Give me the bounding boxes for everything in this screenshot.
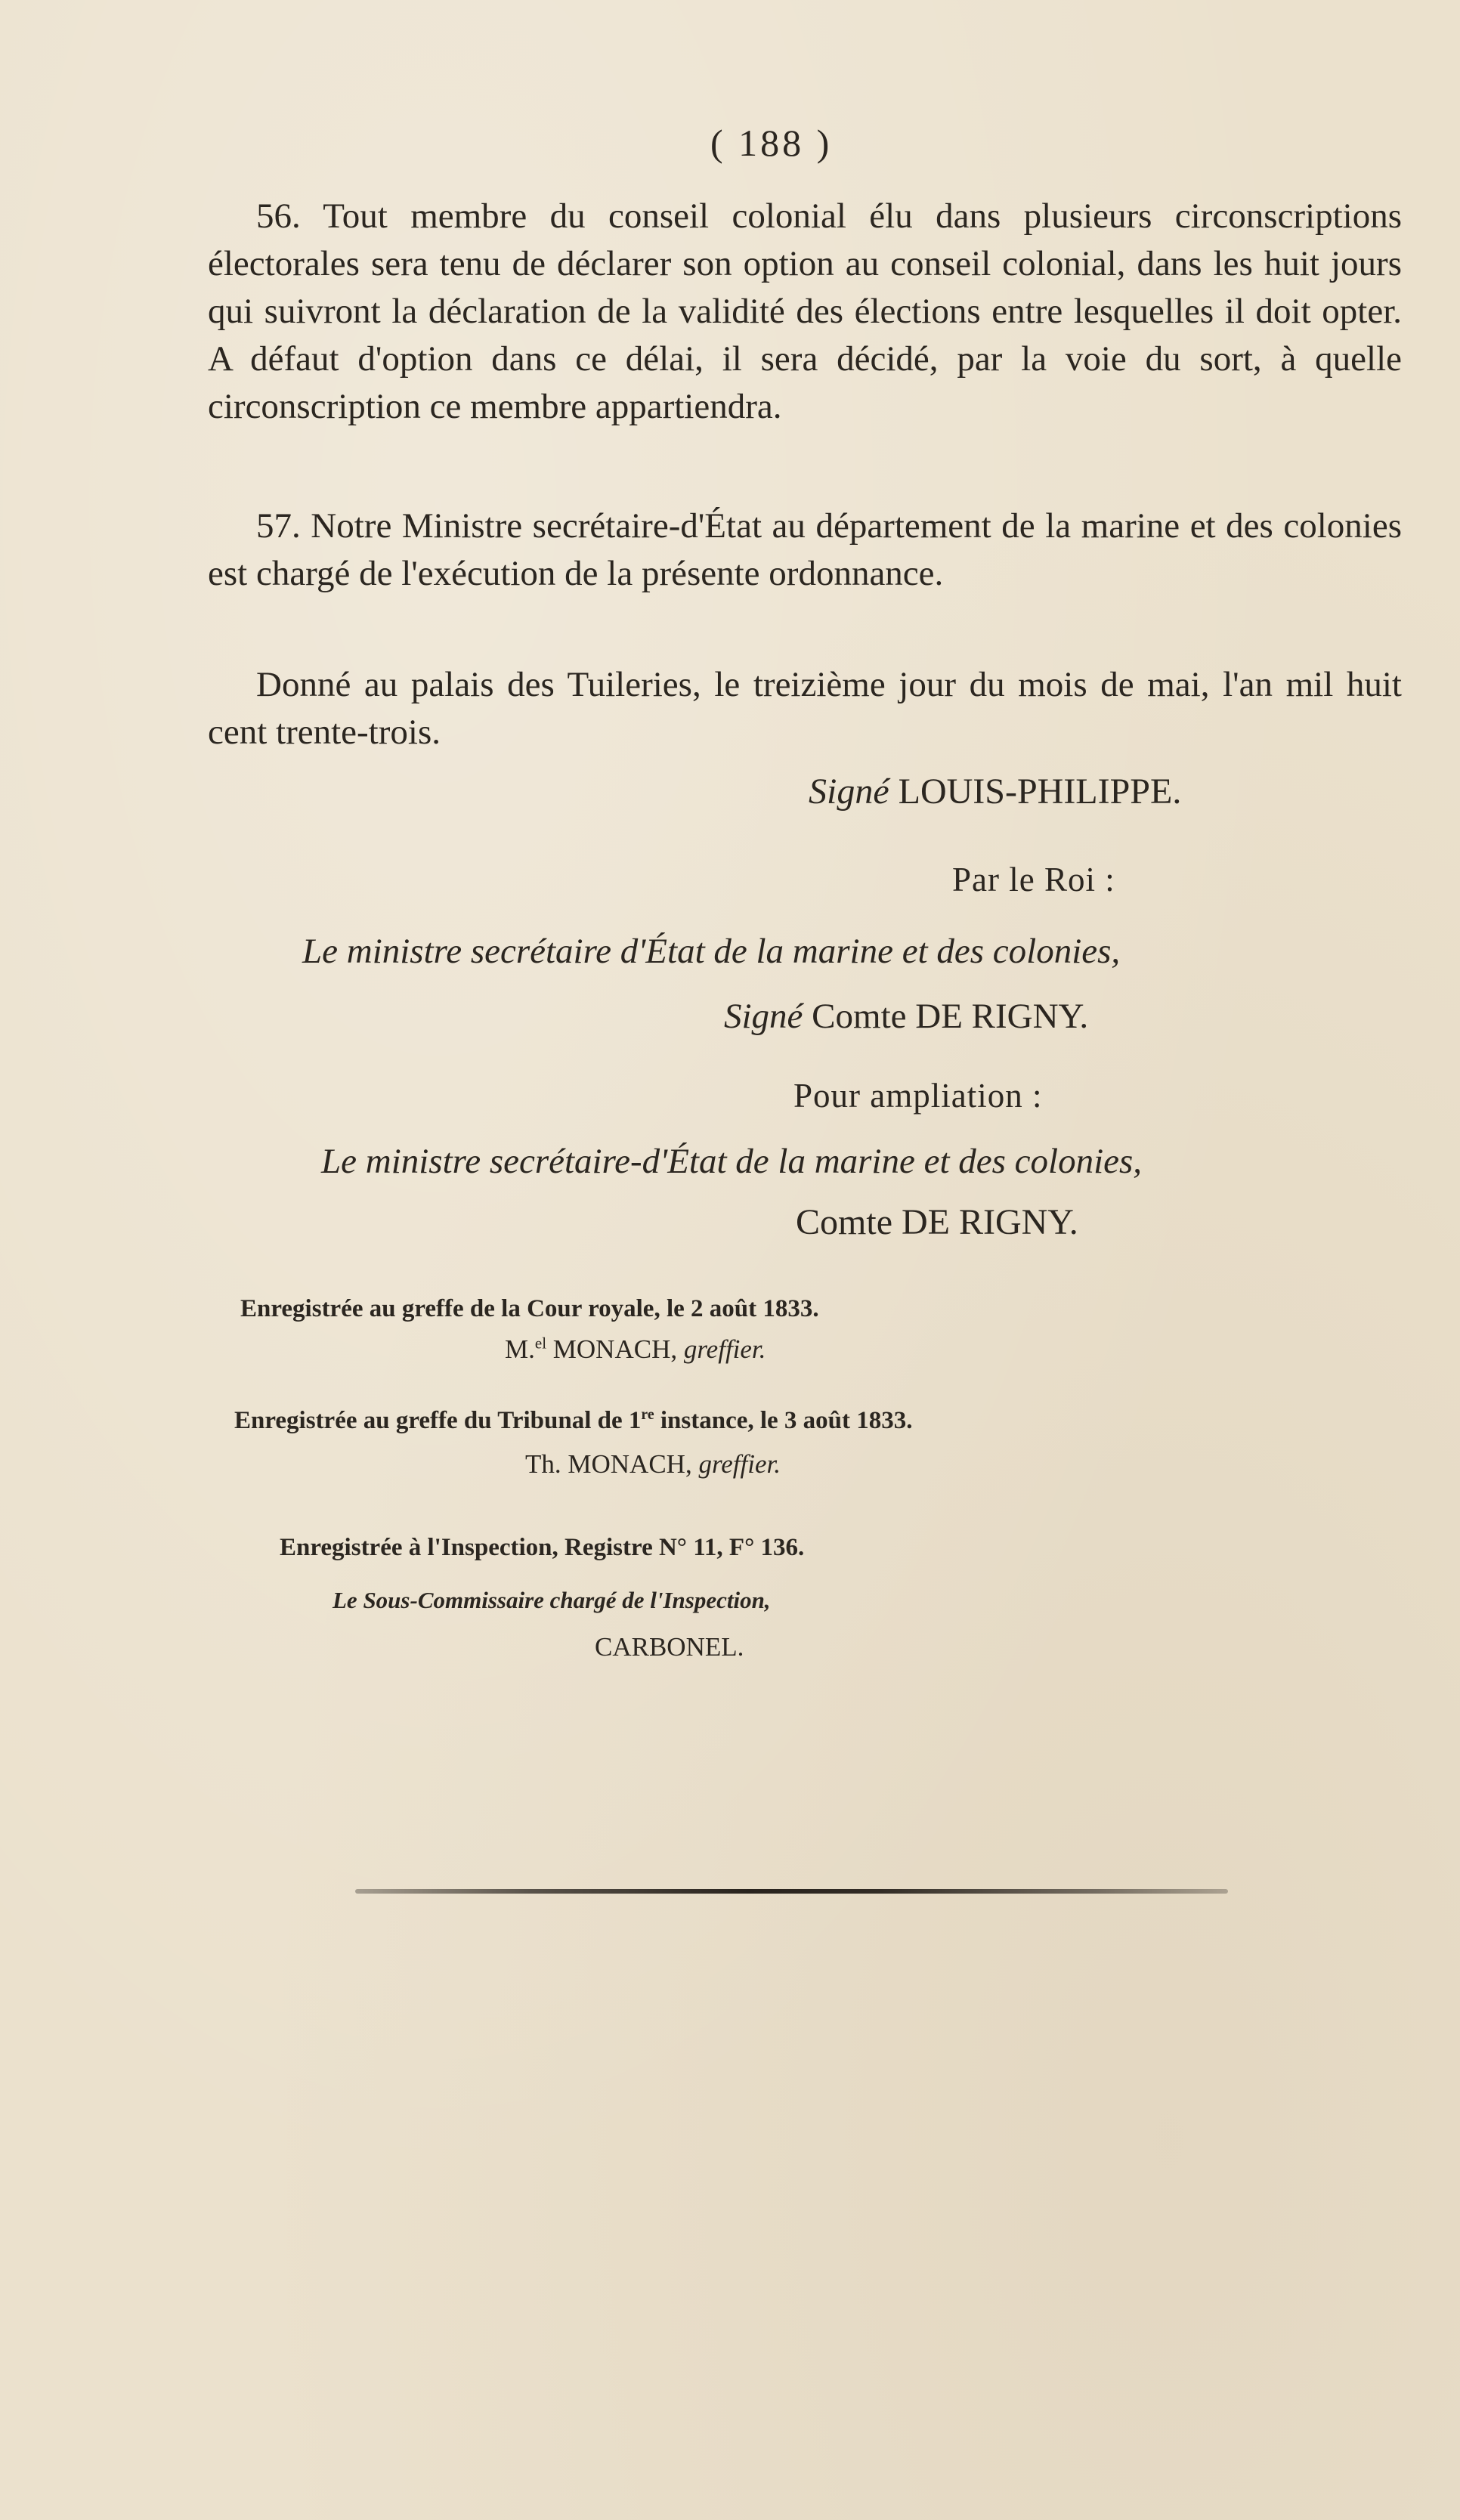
signed-word-2: Signé xyxy=(724,997,803,1036)
tribunal-clerk xyxy=(525,1449,781,1480)
tribunal-suffix: instance, le 3 août 1833. xyxy=(654,1407,913,1434)
closing-rule xyxy=(355,1889,1228,1894)
tribunal-clerk-name: Th. MONACH, xyxy=(525,1449,692,1479)
minister-name: Comte DE RIGNY. xyxy=(812,997,1089,1036)
sous-commissaire-name: CARBONEL. xyxy=(595,1632,744,1662)
clerk-role: greffier. xyxy=(683,1334,766,1364)
clerk-sup: el xyxy=(534,1334,547,1353)
article-56: 56. Tout membre du conseil colonial élu dans plusieurs circonscriptions électorales sera tenu de déclarer son option au conseil colonial, dans les huit jours qui suivront la déclaration de la validité des élections entre lesquelles il doit opter. A défaut d'option dans ce délai, il sera décidé, par la voie du sort, à quelle circonscription ce membre appartiendra. xyxy=(208,196,1402,426)
minister-name-2: Comte DE RIGNY. xyxy=(796,1202,1078,1242)
minister-title-2: Le ministre secrétaire-d'État de la marine et des colonies, xyxy=(321,1142,1143,1181)
par-le-roi: Par le Roi : xyxy=(952,861,1115,898)
king-name: LOUIS-PHILIPPE. xyxy=(898,771,1182,812)
given-at-tuileries: Donné au palais des Tuileries, le treizième jour du mois de mai, l'an mil huit cent trente-trois. xyxy=(208,665,1402,752)
signed-word: Signé xyxy=(809,771,889,812)
pour-ampliation: Pour ampliation : xyxy=(793,1077,1043,1115)
article-57: 57. Notre Ministre secrétaire-d'État au département de la marine et des colonies est chargé de l'exécution de la présente ordonnance. xyxy=(208,506,1402,593)
sous-commissaire-title: Le Sous-Commissaire chargé de l'Inspection, xyxy=(333,1587,771,1613)
tribunal-sup: re xyxy=(641,1406,654,1423)
registration-inspection: Enregistrée à l'Inspection, Registre N° 11, F° 136. xyxy=(280,1534,805,1561)
registration-tribunal xyxy=(234,1407,913,1435)
clerk-prefix: M. xyxy=(505,1334,535,1364)
tribunal-clerk-role: greffier. xyxy=(698,1449,781,1479)
page-number: ( 188 ) xyxy=(710,122,833,164)
cour-royale-clerk xyxy=(505,1334,766,1365)
king-signature-line xyxy=(809,771,1181,812)
clerk-name: MONACH, xyxy=(546,1334,678,1364)
minister-title: Le ministre secrétaire d'État de la marine et des colonies, xyxy=(302,932,1121,971)
tribunal-prefix: Enregistrée au greffe du Tribunal de 1 xyxy=(234,1407,642,1434)
registration-cour-royale: Enregistrée au greffe de la Cour royale, le 2 août 1833. xyxy=(240,1295,819,1322)
minister-signature-line xyxy=(724,996,1088,1037)
